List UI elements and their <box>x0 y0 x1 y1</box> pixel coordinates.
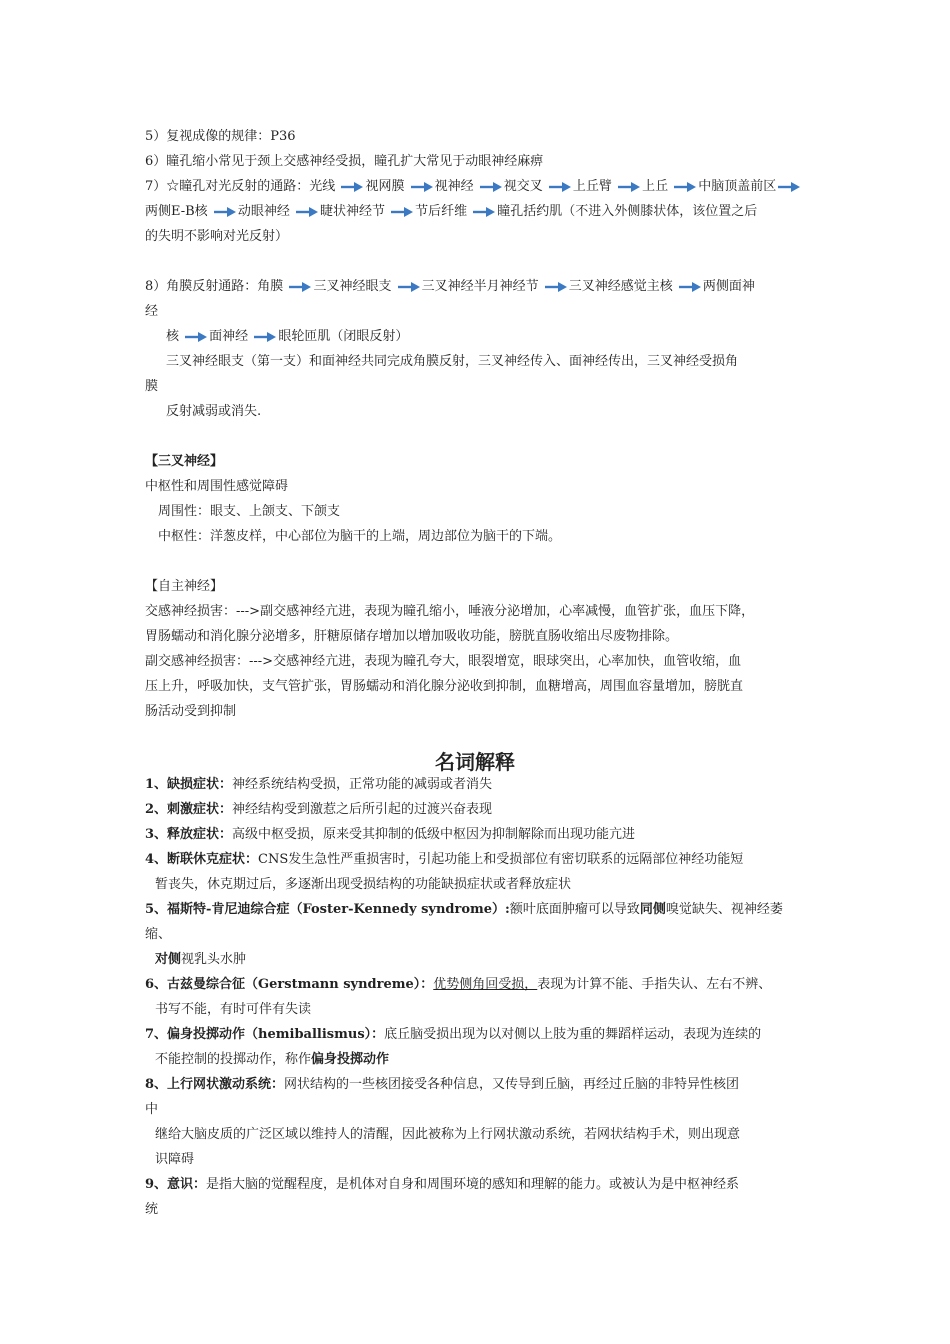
rule-5: 5）复视成像的规律：P36 <box>145 129 296 144</box>
arrow-right-icon <box>544 281 568 293</box>
glossary-item-9-wrap: 统 <box>145 1202 159 1217</box>
pathway-step: 中脑顶盖前区 <box>698 179 777 194</box>
trigeminal-line-2: 周围性：眼支、上颌支、下颌支 <box>158 504 341 519</box>
glossary-item-4-cont: 暂丧失，休克期过后，多逐渐出现受损结构的功能缺损症状或者释放症状 <box>155 877 572 892</box>
term: 7、偏身投掷动作（hemiballismus）： <box>145 1027 385 1042</box>
definition: CNS发生急性严重损害时，引起功能上和受损部位有密切联系的远隔部位神经功能短 <box>258 852 744 867</box>
term: 8、上行网状激动系统： <box>145 1077 285 1092</box>
glossary-item-7-cont <box>155 1051 389 1069</box>
glossary-item-2 <box>145 801 492 819</box>
pathway-step: 面神经 <box>209 329 249 344</box>
term: 9、意识： <box>145 1177 207 1192</box>
pathway-step: 上丘臂 <box>572 179 612 194</box>
glossary-item-6-cont: 书写不能，有时可伴有失读 <box>155 1002 312 1017</box>
glossary-item-3 <box>145 826 635 844</box>
glossary-title: 名词解释 <box>435 750 515 774</box>
arrow-right-icon <box>410 181 434 193</box>
arrow-right-icon <box>397 281 421 293</box>
arrow-right-icon <box>617 181 641 193</box>
definition-underlined: 优势侧角回受损， <box>433 977 538 992</box>
glossary-item-5-cont <box>155 951 246 969</box>
rule-8-wrap: 经 <box>145 304 159 319</box>
glossary-item-6 <box>145 976 771 994</box>
arrow-right-icon <box>295 206 319 218</box>
definition: 视乳头水肿 <box>181 952 247 967</box>
definition-emphasis: 同侧 <box>639 902 666 917</box>
definition: 神经结构受到激惹之后所引起的过渡兴奋表现 <box>232 802 493 817</box>
glossary-item-8-cont-1: 继给大脑皮质的广泛区域以维持人的清醒，因此被称为上行网状激动系统，若网状结构手术，则出现意 <box>155 1127 741 1142</box>
term: 2、刺激症状： <box>145 802 233 817</box>
pathway-step: 角膜 <box>257 279 284 294</box>
pathway-step: 光线 <box>309 179 336 194</box>
glossary-item-7 <box>145 1026 761 1044</box>
glossary-item-8 <box>145 1076 739 1094</box>
pathway-step: 节后纤维 <box>415 204 468 219</box>
rule-8-note-wrap: 膜 <box>145 379 159 394</box>
term: 5、福斯特-肯尼迪综合症（Foster-Kennedy syndrome）: <box>145 902 510 917</box>
term: 1、缺损症状： <box>145 777 233 792</box>
rule-7-prefix: 7）☆瞳孔对光反射的通路： <box>145 179 310 194</box>
rule-8-note-2: 反射减弱或消失. <box>166 404 262 419</box>
arrow-right-icon <box>340 181 364 193</box>
term: 3、释放症状： <box>145 827 233 842</box>
arrow-right-icon <box>390 206 414 218</box>
autonomic-line-3: 副交感神经损害：--->交感神经亢进，表现为瞳孔夸大，眼裂增宽，眼球突出，心率加快，血管收缩，血 <box>145 654 742 669</box>
definition: 高级中枢受损，原来受其抑制的低级中枢因为抑制解除而出现功能亢进 <box>232 827 636 842</box>
trigeminal-heading: 【三叉神经】 <box>145 454 224 469</box>
glossary-item-5 <box>145 901 783 919</box>
rule-8-prefix: 8）角膜反射通路： <box>145 279 258 294</box>
arrow-right-icon <box>479 181 503 193</box>
term: 6、古兹曼综合征（Gerstmann syndreme）： <box>145 977 434 992</box>
glossary-item-4 <box>145 851 743 869</box>
arrow-right-icon <box>288 281 312 293</box>
definition: 底丘脑受损出现为以对侧以上肢为重的舞蹈样运动，表现为连续的 <box>384 1027 762 1042</box>
pathway-step: 瞳孔括约肌（不进入外侧膝状体，该位置之后 <box>497 204 758 219</box>
arrow-right-icon <box>548 181 572 193</box>
pathway-step: 睫状神经节 <box>319 204 385 219</box>
autonomic-line-2: 胃肠蠕动和消化腺分泌增多，肝糖原储存增加以增加吸收功能，膀胱直肠收缩出尽废物排除。 <box>145 629 679 644</box>
rule-8-line-2 <box>166 328 408 346</box>
rule-8-note-1: 三叉神经眼支（第一支）和面神经共同完成角膜反射，三叉神经传入、面神经传出，三叉神经受损角 <box>166 354 739 369</box>
pathway-step: 三叉神经眼支 <box>313 279 392 294</box>
definition-emphasis: 偏身投掷动作 <box>311 1052 390 1067</box>
arrow-right-icon <box>253 331 277 343</box>
pathway-step: 三叉神经半月神经节 <box>421 279 539 294</box>
pathway-step: 动眼神经 <box>237 204 290 219</box>
definition: 表现为计算不能、手指失认、左右不辨、 <box>537 977 772 992</box>
definition: 不能控制的投掷动作，称作 <box>155 1052 312 1067</box>
rule-8-line-1 <box>145 278 755 296</box>
rule-7-line-1 <box>145 178 802 196</box>
pathway-step: 两侧E-B核 <box>145 204 208 219</box>
pathway-step: 眼轮匝肌（闭眼反射） <box>278 329 409 344</box>
arrow-right-icon <box>472 206 496 218</box>
autonomic-line-1: 交感神经损害：--->副交感神经亢进，表现为瞳孔缩小，唾液分泌增加，心率减慢，血管扩张，血压下降， <box>145 604 755 619</box>
pathway-step: 视网膜 <box>365 179 405 194</box>
glossary-item-8-cont-2: 识障碍 <box>155 1152 195 1167</box>
arrow-right-icon <box>213 206 237 218</box>
glossary-item-1 <box>145 776 492 794</box>
rule-7-line-2 <box>145 203 757 221</box>
arrow-right-icon <box>673 181 697 193</box>
definition-emphasis: 对侧 <box>155 952 182 967</box>
glossary-item-9 <box>145 1176 739 1194</box>
trigeminal-line-3: 中枢性：洋葱皮样，中心部位为脑干的上端，周边部位为脑干的下端。 <box>158 529 562 544</box>
term: 4、断联休克症状： <box>145 852 259 867</box>
autonomic-heading: 【自主神经】 <box>145 579 224 594</box>
arrow-right-icon <box>678 281 702 293</box>
glossary-item-8-wrap: 中 <box>145 1102 159 1117</box>
pathway-step: 视交叉 <box>503 179 543 194</box>
autonomic-line-5: 肠活动受到抑制 <box>145 704 237 719</box>
pathway-step: 三叉神经感觉主核 <box>568 279 673 294</box>
definition: 网状结构的一些核团接受各种信息，又传导到丘脑，再经过丘脑的非特异性核团 <box>284 1077 740 1092</box>
autonomic-line-4: 压上升，呼吸加快，支气管扩张，胃肠蠕动和消化腺分泌收到抑制，血糖增高，周围血容量增加，膀胱直 <box>145 679 744 694</box>
definition: 额叶底面肿瘤可以导致 <box>509 902 640 917</box>
definition: 神经系统结构受损，正常功能的减弱或者消失 <box>232 777 493 792</box>
arrow-right-icon <box>777 181 801 193</box>
pathway-step: 视神经 <box>434 179 474 194</box>
trigeminal-line-1: 中枢性和周围性感觉障碍 <box>145 479 289 494</box>
pathway-step: 核 <box>166 329 180 344</box>
rule-7-line-3: 的失明不影响对光反射） <box>145 229 289 244</box>
rule-6: 6）瞳孔缩小常见于颈上交感神经受损，瞳孔扩大常见于动眼神经麻痹 <box>145 154 544 169</box>
arrow-right-icon <box>184 331 208 343</box>
definition: 嗅觉缺失、视神经萎 <box>665 902 783 917</box>
pathway-step: 上丘 <box>642 179 669 194</box>
pathway-step: 两侧面神 <box>702 279 755 294</box>
definition: 是指大脑的觉醒程度，是机体对自身和周围环境的感知和理解的能力。或被认为是中枢神经系 <box>206 1177 740 1192</box>
glossary-item-5-wrap: 缩、 <box>145 927 172 942</box>
